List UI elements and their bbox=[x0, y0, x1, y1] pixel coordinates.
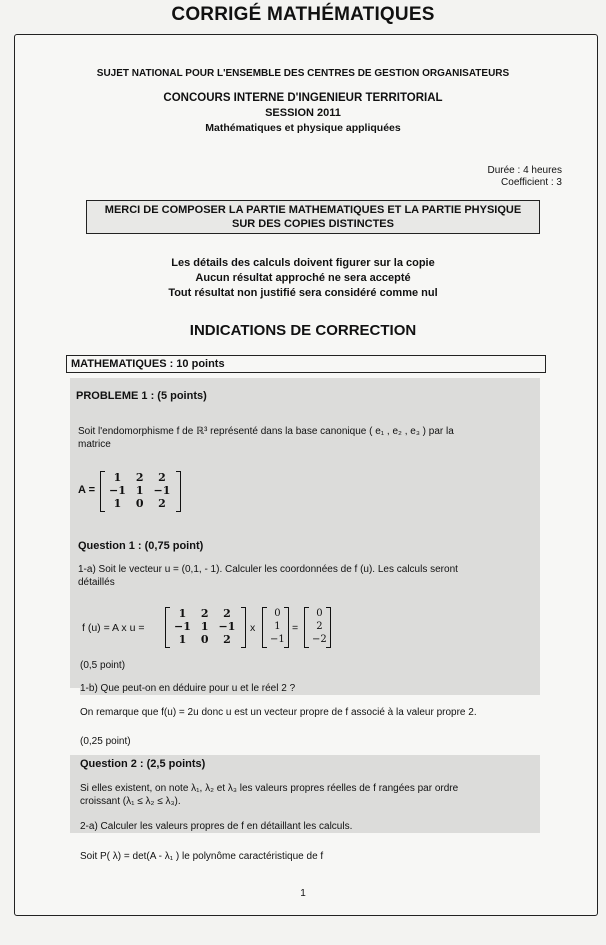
matrix-cell: 1 bbox=[200, 620, 209, 633]
rule-1: Les détails des calculs doivent figurer sur la copie bbox=[171, 257, 435, 269]
duration-block bbox=[488, 165, 563, 189]
intro-text bbox=[78, 425, 538, 451]
matrix-cell: 2 bbox=[135, 471, 144, 484]
vector-u-left-bracket bbox=[262, 607, 267, 648]
coefficient-text: Coefficient : 3 bbox=[501, 177, 562, 188]
vector-cell: 0 bbox=[274, 608, 281, 619]
matrix-a-right-bracket bbox=[176, 471, 181, 512]
rules-block bbox=[0, 256, 606, 301]
notice-line2: SUR DES COPIES DISTINCTES bbox=[232, 218, 394, 230]
vector-cell: −1 bbox=[270, 634, 285, 645]
q1a-line1: 1-a) Soit le vecteur u = (0,1, - 1). Calculer les coordonnées de f (u). Les calculs seront bbox=[78, 564, 458, 575]
section-title: MATHEMATIQUES : 10 points bbox=[66, 355, 546, 373]
q2-line2: croissant (λ₁ ≤ λ₂ ≤ λ₃). bbox=[80, 796, 181, 807]
matrix-cell: 1 bbox=[113, 497, 122, 510]
vector-cell: 2 bbox=[316, 621, 323, 632]
matrix-cell: 2 bbox=[223, 607, 231, 620]
q1a-text bbox=[78, 563, 538, 589]
points-05: (0,5 point) bbox=[80, 660, 126, 671]
indications-title: INDICATIONS DE CORRECTION bbox=[189, 322, 417, 339]
matrix-label: A = bbox=[78, 484, 96, 496]
calc-lhs: f (u) = A x u = bbox=[82, 622, 145, 634]
question1-title: Question 1 : (0,75 point) bbox=[78, 540, 204, 552]
matrix-cell: −1 bbox=[153, 484, 171, 497]
vector-cell: 0 bbox=[316, 608, 323, 619]
notice-line1: MERCI DE COMPOSER LA PARTIE MATHEMATIQUES ET LA PARTIE PHYSIQUE bbox=[104, 204, 522, 216]
q1b-text: 1-b) Que peut-on en déduire pour u et le réel 2 ? bbox=[80, 682, 540, 695]
question2-title: Question 2 : (2,5 points) bbox=[80, 758, 206, 770]
vector-result-left-bracket bbox=[304, 607, 309, 648]
notice-box bbox=[86, 200, 540, 234]
vector-u bbox=[262, 607, 290, 646]
polynomial-line: Soit P( λ) = det(A - λ₁ ) le polynôme caractéristique de f bbox=[80, 851, 324, 862]
matrix-cell: 1 bbox=[178, 633, 187, 646]
vector-result bbox=[304, 607, 332, 646]
problem1-title: PROBLEME 1 : (5 points) bbox=[76, 390, 207, 402]
matrix-cell: −1 bbox=[218, 620, 236, 633]
matrix-a-left-bracket bbox=[100, 471, 105, 512]
matrix-cell: 1 bbox=[135, 484, 144, 497]
q1b-answer: On remarque que f(u) = 2u donc u est un vecteur propre de f associé à la valeur propre 2. bbox=[80, 707, 477, 718]
q2-line1: Si elles existent, on note λ₁, λ₂ et λ₃ les valeurs propres réelles de f rangées par ordre bbox=[80, 783, 459, 794]
points-025: (0,25 point) bbox=[80, 736, 131, 747]
header-line2: CONCOURS INTERNE D'INGENIEUR TERRITORIAL bbox=[163, 92, 443, 104]
header-line4: Mathématiques et physique appliquées bbox=[205, 122, 401, 134]
rule-3: Tout résultat non justifié sera considéré comme nul bbox=[168, 287, 438, 299]
calc-matrix-a bbox=[165, 607, 240, 646]
matrix-cell: 0 bbox=[200, 633, 209, 646]
times-sign: x bbox=[250, 622, 256, 634]
equals-sign: = bbox=[292, 622, 299, 634]
matrix-cell: 0 bbox=[135, 497, 144, 510]
vector-result-right-bracket bbox=[326, 607, 331, 648]
q2-text bbox=[80, 782, 540, 808]
matrix-cell: 1 bbox=[113, 471, 122, 484]
document-title: CORRIGÉ MATHÉMATIQUES bbox=[171, 4, 435, 25]
matrix-cell: 1 bbox=[178, 607, 187, 620]
q2a-text: 2-a) Calculer les valeurs propres de f en détaillant les calculs. bbox=[80, 821, 353, 832]
matrix-cell: 2 bbox=[200, 607, 209, 620]
matrix-cell: −1 bbox=[174, 620, 191, 633]
header-line3: SESSION 2011 bbox=[265, 107, 341, 119]
matrix-cell: 2 bbox=[223, 633, 231, 646]
vector-u-right-bracket bbox=[284, 607, 289, 648]
calc-matrix-right-bracket bbox=[241, 607, 246, 648]
vector-cell: −2 bbox=[312, 634, 327, 645]
q1a-line2: détaillés bbox=[78, 577, 115, 588]
header-line1: SUJET NATIONAL POUR L'ENSEMBLE DES CENTRES DE GESTION ORGANISATEURS bbox=[96, 68, 510, 79]
calc-matrix-left-bracket bbox=[165, 607, 170, 648]
rule-2: Aucun résultat approché ne sera accepté bbox=[195, 272, 411, 284]
matrix-cell: 2 bbox=[158, 497, 166, 510]
intro-line1: Soit l'endomorphisme f de ℝ³ représenté dans la base canonique ( e₁ , e₂ , e₃ ) par la bbox=[78, 426, 454, 437]
vector-cell: 1 bbox=[274, 621, 281, 632]
page-number: 1 bbox=[300, 888, 306, 899]
matrix-cell: 2 bbox=[158, 471, 166, 484]
duration-text: Durée : 4 heures bbox=[487, 165, 562, 176]
matrix-cell: −1 bbox=[109, 484, 126, 497]
intro-line2: matrice bbox=[78, 439, 111, 450]
matrix-a bbox=[100, 471, 175, 510]
